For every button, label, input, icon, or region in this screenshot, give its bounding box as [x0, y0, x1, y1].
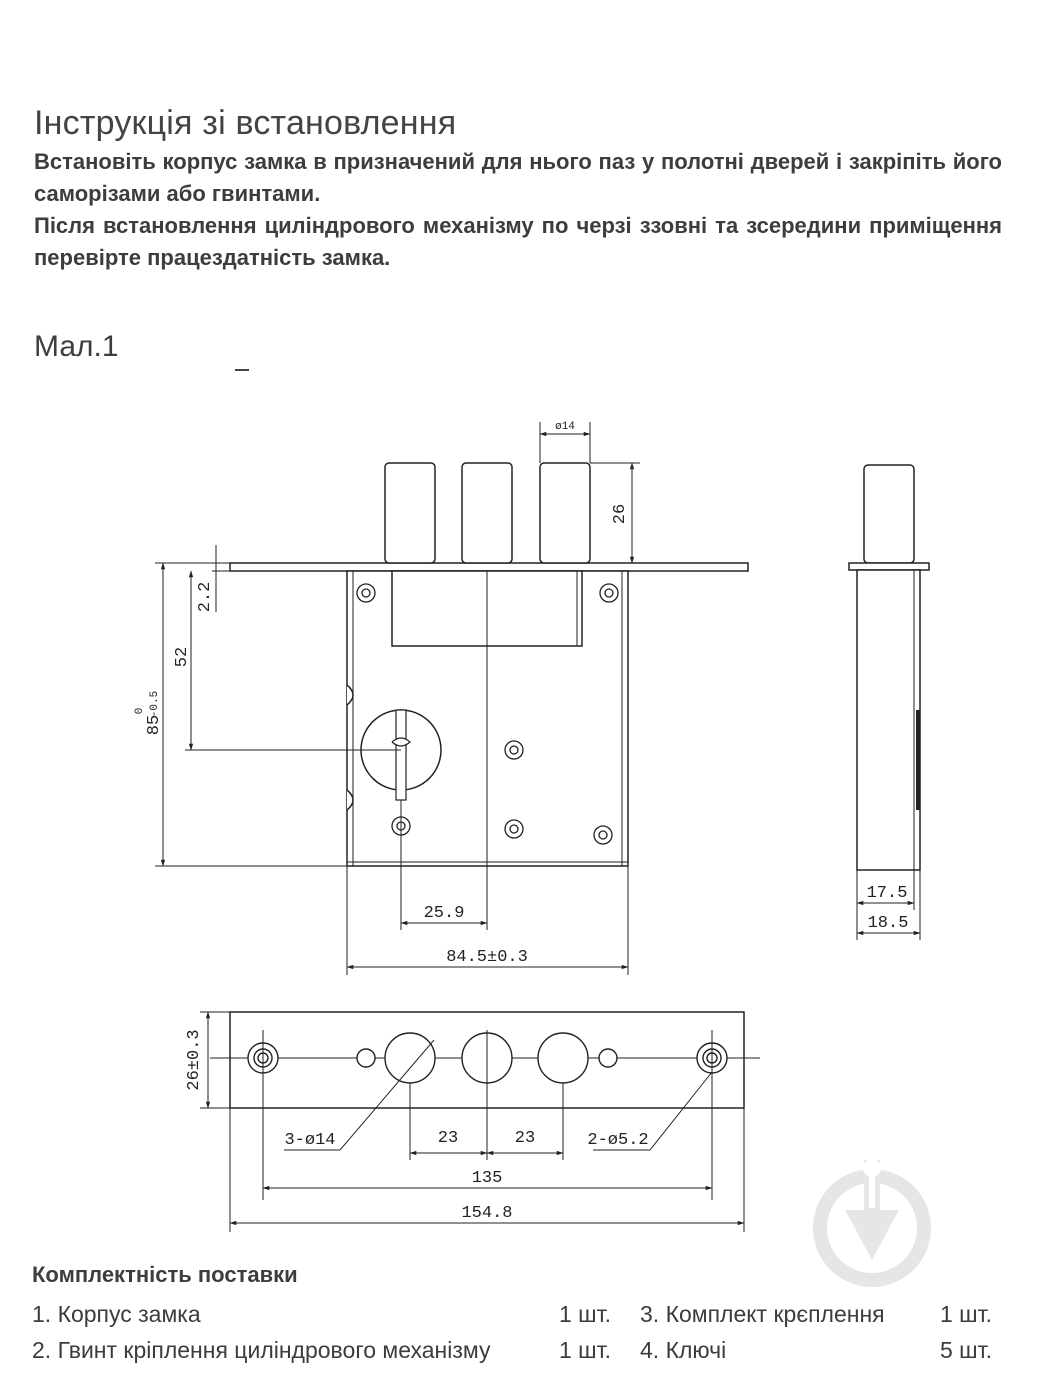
kit-item-2-name: 2. Гвинт кріплення циліндрового механізму: [32, 1337, 491, 1363]
instruction-paragraph-1: Встановіть корпус замка в призначений для нього паз у полотні дверей і закріпіть його саморізами або гвинтами.: [34, 149, 1002, 206]
dim-bolt-holes: 3-ø14: [284, 1131, 336, 1150]
dim-bolt-spacing-1: 23: [437, 1129, 459, 1148]
dim-faceplate-offset: 2.2: [196, 581, 215, 613]
dim-cylinder-offset: 25.9: [423, 904, 465, 923]
dim-backset: 52: [173, 646, 192, 668]
dim-thickness-outer: 18.5: [867, 914, 909, 933]
dim-body-width: 84.5±0.3: [446, 948, 528, 967]
dim-height-tol-lower: -0.5: [149, 690, 161, 718]
dim-height-tol-upper: 0: [134, 707, 146, 715]
kit-item-2-qty: 1 шт.: [559, 1337, 612, 1363]
instruction-paragraph-2: Після встановлення циліндрового механізму по черзі ззовні та зсередини приміщення перевірте працездатність замка.: [34, 213, 1002, 270]
dim-bolt-diameter: ø14: [555, 421, 575, 433]
download-watermark-icon: [810, 1150, 940, 1290]
side-bolt: [864, 465, 914, 563]
dim-bolt-spacing-2: 23: [514, 1129, 536, 1148]
kit-item-3-name: 3. Комплект крєплення: [640, 1301, 885, 1327]
dim-screw-holes: 2-ø5.2: [587, 1131, 649, 1150]
bolt-1: [385, 463, 435, 563]
faceplate-top: [230, 563, 748, 571]
side-faceplate: [849, 563, 929, 570]
kit-item-1-name: 1. Корпус замка: [32, 1301, 201, 1327]
figure-label: Мал.1: [34, 330, 119, 363]
kit-item-3-qty: 1 шт.: [940, 1301, 993, 1327]
kit-item-4-name: 4. Ключі: [640, 1337, 727, 1363]
dim-plate-length: 154.8: [461, 1204, 513, 1223]
dim-thickness-inner: 17.5: [866, 884, 908, 903]
kit-item-1-qty: 1 шт.: [559, 1301, 612, 1327]
kit-item-4-qty: 5 шт.: [940, 1337, 993, 1363]
page-title: Інструкція зі встановлення: [34, 104, 457, 142]
dim-plate-height: 26±0.3: [185, 1029, 204, 1091]
side-body: [857, 570, 920, 870]
kit-title: Комплектність поставки: [32, 1262, 298, 1287]
bolt-2: [462, 463, 512, 563]
dim-screw-spacing: 135: [471, 1169, 503, 1188]
bolt-3: [540, 463, 590, 563]
dim-bolt-length: 26: [611, 503, 630, 525]
dim-height: 85: [145, 714, 164, 736]
